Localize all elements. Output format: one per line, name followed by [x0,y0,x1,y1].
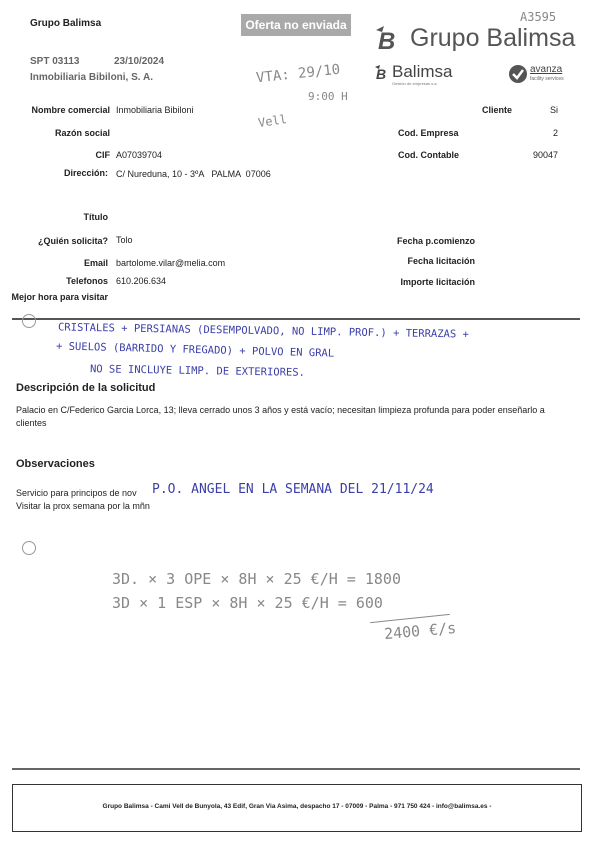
telefonos-value: 610.206.634 [116,276,167,286]
handnote-visit-time: 9:00 H [308,90,348,103]
description-text: Palacio en C/Federico Garcia Lorca, 13; lleva cerrado unos 3 años y está vacío; necesitan limpieza profunda para poder enseñarlo a clientes [16,405,545,428]
document-date: 23/10/2024 [114,56,165,67]
email-label: Email [83,258,108,268]
logo-balimsa-text: Balimsa [392,62,453,81]
handnote-scope-line3: NO SE INCLUYE LIMP. DE EXTERIORES. [89,363,306,379]
nombre-comercial-value: Inmobiliaria Bibiloni [116,105,194,115]
cod-empresa-label: Cod. Empresa [398,128,459,138]
reference-stamp: A3595 [520,10,557,24]
cliente-value: Si [549,105,558,115]
client-title: Inmobiliaria Bibiloni, S. A. [30,72,153,83]
titulo-label: Título [83,212,108,222]
footer-box [12,784,582,832]
logo-avanza-text: avanza [530,64,563,75]
observations-line2: Visitar la prox semana por la mñn [16,501,150,511]
handnote-observations: P.O. ANGEL EN LA SEMANA DEL 21/11/24 [152,482,434,497]
handnote-visit-date: VTA: 29/10 [255,61,341,87]
quien-solicita-value: Tolo [116,235,133,245]
quien-solicita-label: ¿Quién solicita? [37,236,108,246]
svg-text:B: B [378,28,396,52]
fecha-licitacion-label: Fecha licitación [407,256,475,266]
handnote-owner: Vell [257,112,288,130]
cod-contable-value: 90047 [532,150,558,160]
handnote-scope-line1: CRISTALES + PERSIANAS (DESEMPOLVADO, NO LIMP. PROF.) + TERRAZAS + [57,321,469,341]
punch-hole [22,314,36,328]
cod-contable-label: Cod. Contable [398,150,459,160]
calc-total: 2400 €/s [383,618,457,644]
mejor-hora-label: Mejor hora para visitar [11,292,108,302]
cliente-label: Cliente [481,105,512,115]
svg-text:B: B [376,66,387,80]
fecha-comienzo-label: Fecha p.comienzo [396,236,475,246]
footer-text: Grupo Balimsa - Cami Vell de Bunyola, 43 Edif, Gran Via Asima, despacho 17 - 07009 - Palma - 971 750 424 - info@balimsa.es - [102,803,492,810]
handnote-scope-line2: + SUELOS (BARRIDO Y FREGADO) + POLVO EN GRAL [55,340,335,360]
importe-licitacion-label: Importe licitación [400,277,475,287]
observations-title: Observaciones [16,458,95,470]
razon-social-label: Razón social [54,128,110,138]
email-value: bartolome.vilar@melia.com [116,258,226,268]
cod-empresa-value: 2 [552,128,558,138]
direccion-value: C/ Nureduna, 10 - 3ºA PALMA 07006 [116,169,271,179]
logo-main-text: Grupo Balimsa [410,24,576,52]
logo-balimsa-tagline: Gestión de empresas s.a. [392,81,438,86]
status-badge: Oferta no enviada [241,14,351,36]
calc-line1: 3D. × 3 OPE × 8H × 25 €/H = 1800 [112,570,401,588]
document-id: SPT 03113 [30,56,80,67]
company-name: Grupo Balimsa [30,18,102,29]
balimsa-logo-icon [372,24,408,52]
avanza-logo-icon [508,64,528,84]
logo-avanza-tagline: facility services [530,76,564,82]
observations-line1: Servicio para principos de nov [16,488,137,498]
telefonos-label: Telefonos [66,276,108,286]
footer-divider [12,768,580,770]
cif-label: CIF [95,150,110,160]
punch-hole [22,541,36,555]
section-divider [12,318,580,320]
nombre-comercial-label: Nombre comercial [31,105,110,115]
cif-value: A07039704 [116,150,163,160]
description-title: Descripción de la solicitud [16,382,156,394]
calc-line2: 3D × 1 ESP × 8H × 25 €/H = 600 [112,594,383,612]
direccion-label: Dirección: [63,168,108,178]
